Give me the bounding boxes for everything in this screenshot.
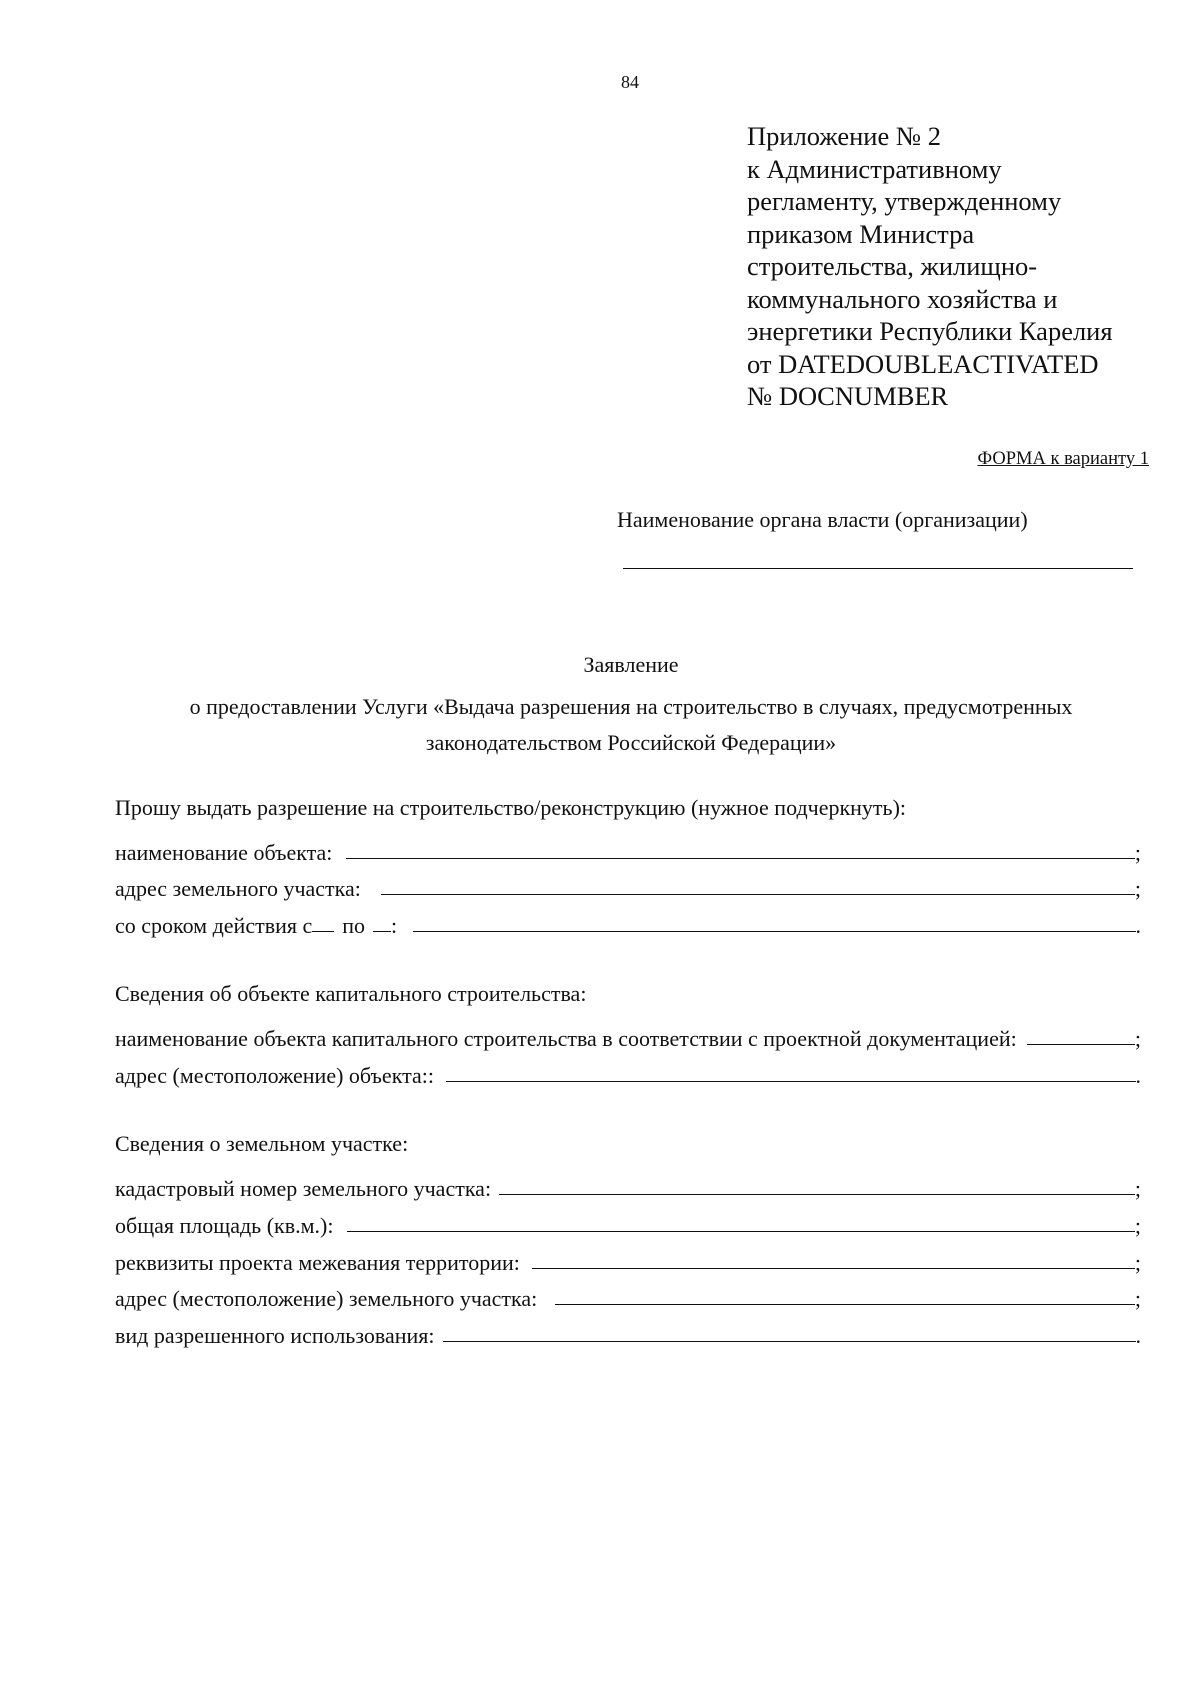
semicolon: ; (1134, 840, 1141, 865)
capital-object-name-row (115, 1016, 1141, 1052)
appendix-line: к Административному (747, 153, 1002, 184)
capital-object-address-row (115, 1053, 1141, 1089)
period: . (1135, 1323, 1141, 1348)
appendix-line: № DOCNUMBER (747, 381, 949, 411)
capital-object-heading: Сведения об объекте капитального строительства: (115, 981, 587, 1006)
cadastral-field[interactable] (499, 1194, 1135, 1195)
period: . (1135, 1063, 1141, 1088)
survey-project-field[interactable] (532, 1268, 1135, 1269)
cadastral-row (115, 1166, 1141, 1202)
appendix-line: строительства, жилищно- (747, 251, 1038, 281)
object-name-label: наименование объекта: (115, 840, 333, 865)
land-address-field[interactable] (381, 894, 1135, 895)
appendix-line: энергетики Республики Карелия (747, 316, 1113, 346)
semicolon: ; (1134, 876, 1141, 901)
appendix-header (747, 120, 1167, 413)
semicolon: ; (1134, 1250, 1141, 1275)
survey-project-row (115, 1240, 1141, 1276)
page-number: 84 (621, 72, 639, 92)
area-label: общая площадь (кв.м.): (115, 1213, 334, 1238)
semicolon: ; (1134, 1213, 1141, 1238)
appendix-line: Приложение № 2 (747, 121, 942, 151)
object-name-row (115, 830, 1141, 866)
capital-object-address-label: адрес (местоположение) объекта:: (115, 1063, 434, 1088)
document-title: Заявление (583, 652, 679, 677)
survey-project-label: реквизиты проекта межевания территории: (115, 1250, 520, 1275)
appendix-line: от DATEDOUBLEACTIVATED (747, 348, 1099, 379)
cadastral-label: кадастровый номер земельного участка: (115, 1176, 492, 1201)
appendix-line: регламенту, утвержденному (747, 186, 1062, 216)
term-details-field[interactable] (413, 931, 1135, 932)
semicolon: ; (1134, 1286, 1141, 1311)
capital-object-name-field[interactable] (1027, 1044, 1135, 1045)
semicolon: ; (1134, 1176, 1141, 1201)
land-address-row (115, 866, 1141, 902)
authority-name-field[interactable] (623, 568, 1133, 569)
term-from-field[interactable] (312, 931, 334, 932)
land-plot-address-label: адрес (местоположение) земельного участка: (115, 1286, 538, 1311)
area-field[interactable] (347, 1231, 1134, 1232)
appendix-line: приказом Министра (747, 218, 975, 249)
land-address-label: адрес земельного участка: (115, 876, 361, 901)
object-name-field[interactable] (346, 858, 1134, 859)
semicolon: ; (1134, 1026, 1141, 1051)
term-prefix-label: со сроком действия с (115, 913, 313, 938)
document-subtitle: о предоставлении Услуги «Выдача разрешения на строительство в случаях, предусмотренных законодательством Российской Федерации» (189, 694, 1073, 755)
appendix-line: коммунального хозяйства и (747, 283, 1058, 314)
form-variant-label: ФОРМА к варианту 1 (977, 449, 1149, 469)
land-plot-address-field[interactable] (555, 1304, 1135, 1305)
area-row (115, 1203, 1141, 1239)
permitted-use-row (115, 1313, 1141, 1349)
capital-object-name-label: наименование объекта капитального строительства в соответствии с проектной документацией: (115, 1026, 1017, 1051)
term-middle-label: по (342, 913, 366, 938)
period: . (1135, 913, 1141, 938)
term-row (115, 903, 1141, 939)
land-plot-address-row (115, 1276, 1141, 1312)
term-suffix-label: : (391, 913, 398, 938)
land-plot-heading: Сведения о земельном участке: (115, 1131, 409, 1156)
permitted-use-label: вид разрешенного использования: (115, 1323, 435, 1348)
permitted-use-field[interactable] (443, 1341, 1136, 1342)
capital-object-address-field[interactable] (446, 1081, 1136, 1082)
term-to-field[interactable] (373, 931, 391, 932)
request-heading: Прошу выдать разрешение на строительство/реконструкцию (нужное подчеркнуть): (115, 795, 907, 820)
authority-label: Наименование органа власти (организации) (617, 507, 1028, 532)
